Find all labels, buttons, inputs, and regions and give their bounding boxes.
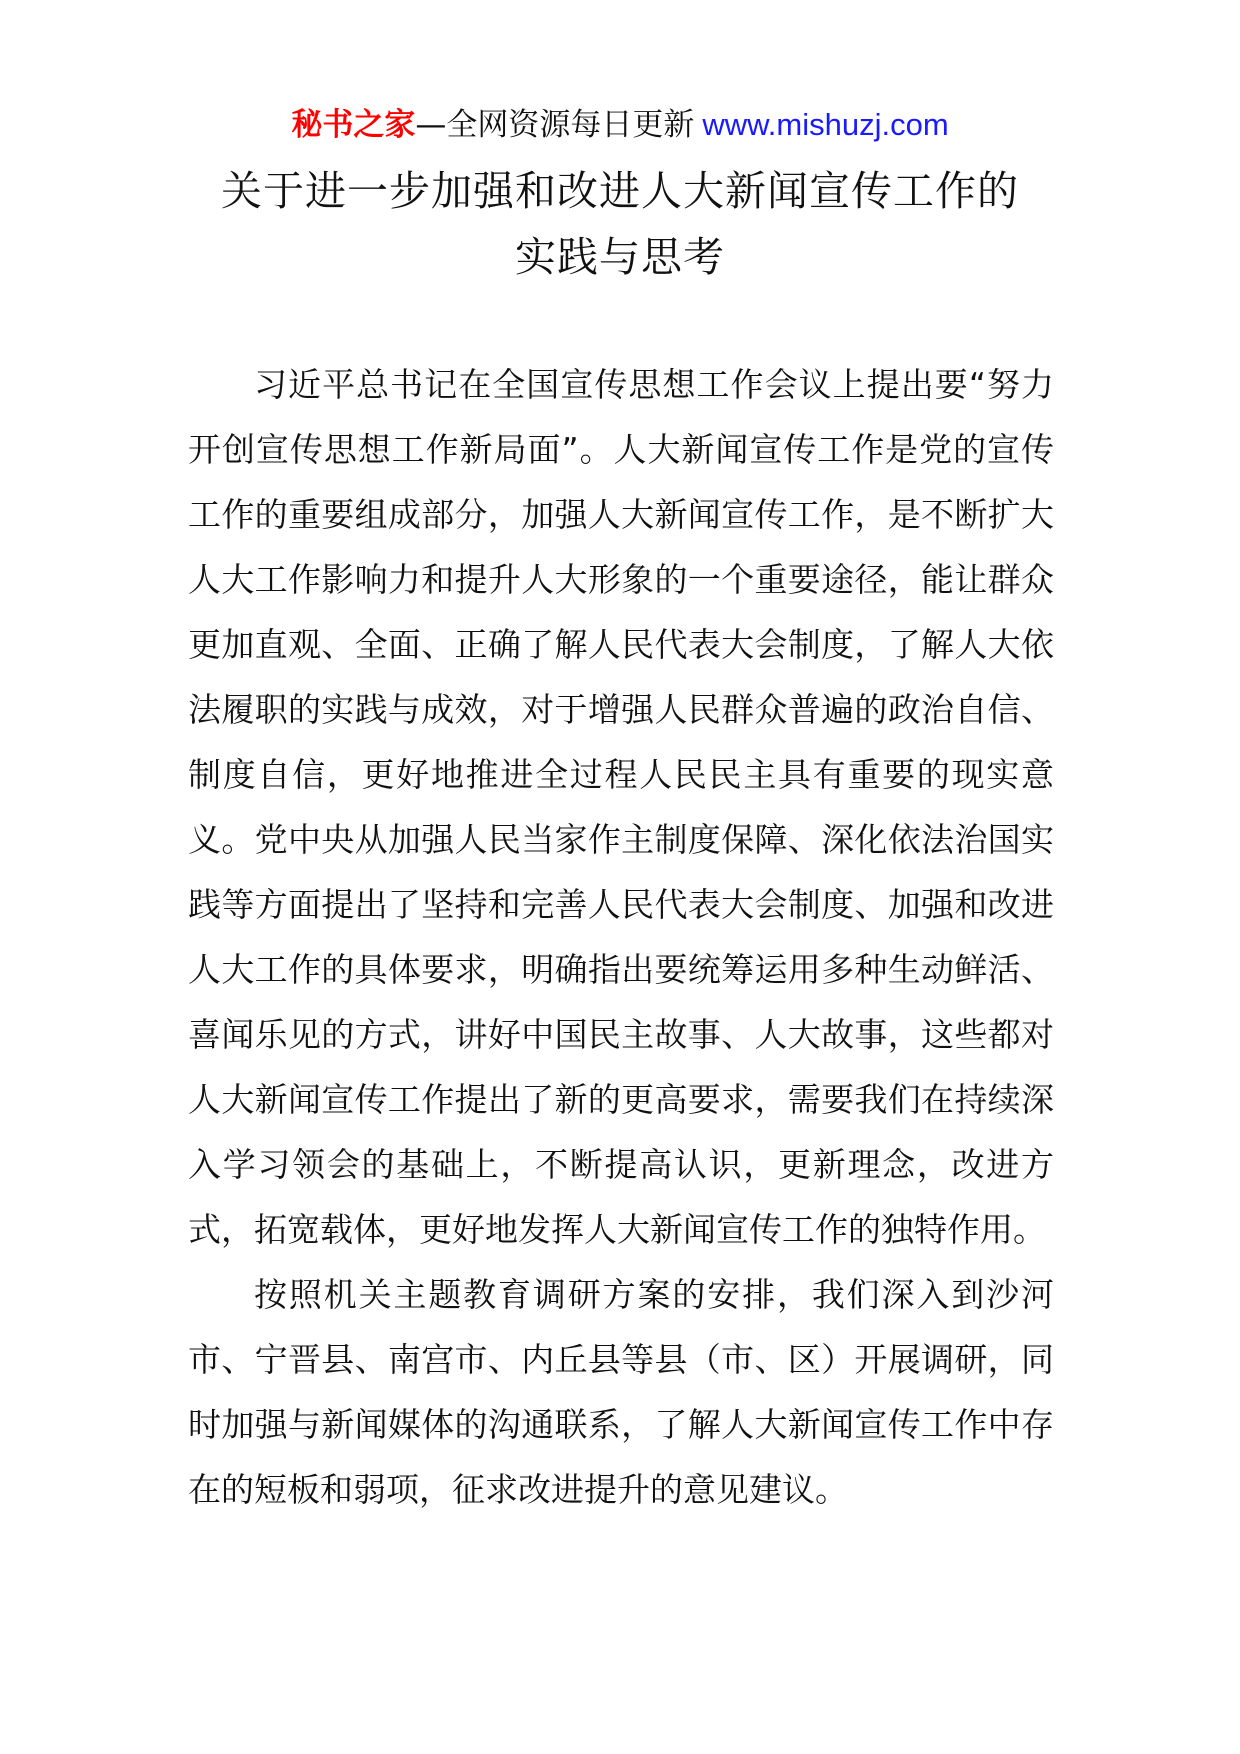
- header-tagline: —全网资源每日更新: [415, 107, 695, 143]
- header-banner: [0, 103, 1240, 147]
- document-body: [188, 352, 1054, 1522]
- document-title: [0, 158, 1240, 290]
- site-url-link[interactable]: www.mishuzj.com: [702, 107, 949, 142]
- paragraph-1: 习近平总书记在全国宣传思想工作会议上提出要“努力开创宣传思想工作新局面”。人大新闻宣传工作是党的宣传工作的重要组成部分，加强人大新闻宣传工作，是不断扩大人大工作影响力和提升人大形象的一个重要途径，能让群众更加直观、全面、正确了解人民代表大会制度，了解人大依法履职的实践与成效，对于增强人民群众普遍的政治自信、制度自信，更好地推进全过程人民民主具有重要的现实意义。党中央从加强人民当家作主制度保障、深化依法治国实践等方面提出了坚持和完善人民代表大会制度、加强和改进人大工作的具体要求，明确指出要统筹运用多种生动鲜活、喜闻乐见的方式，讲好中国民主故事、人大故事，这些都对人大新闻宣传工作提出了新的更高要求，需要我们在持续深入学习领会的基础上，不断提高认识，更新理念，改进方式，拓宽载体，更好地发挥人大新闻宣传工作的独特作用。: [188, 365, 1054, 1249]
- brand-name: 秘书之家: [291, 107, 416, 143]
- paragraph-2: 按照机关主题教育调研方案的安排，我们深入到沙河市、宁晋县、南宫市、内丘县等县（市、区）开展调研，同时加强与新闻媒体的沟通联系，了解人大新闻宣传工作中存在的短板和弱项，征求改进提升的意见建议。: [188, 1275, 1054, 1509]
- title-line-2: 实践与思考: [515, 233, 725, 281]
- title-line-1: 关于进一步加强和改进人大新闻宣传工作的: [221, 167, 1019, 215]
